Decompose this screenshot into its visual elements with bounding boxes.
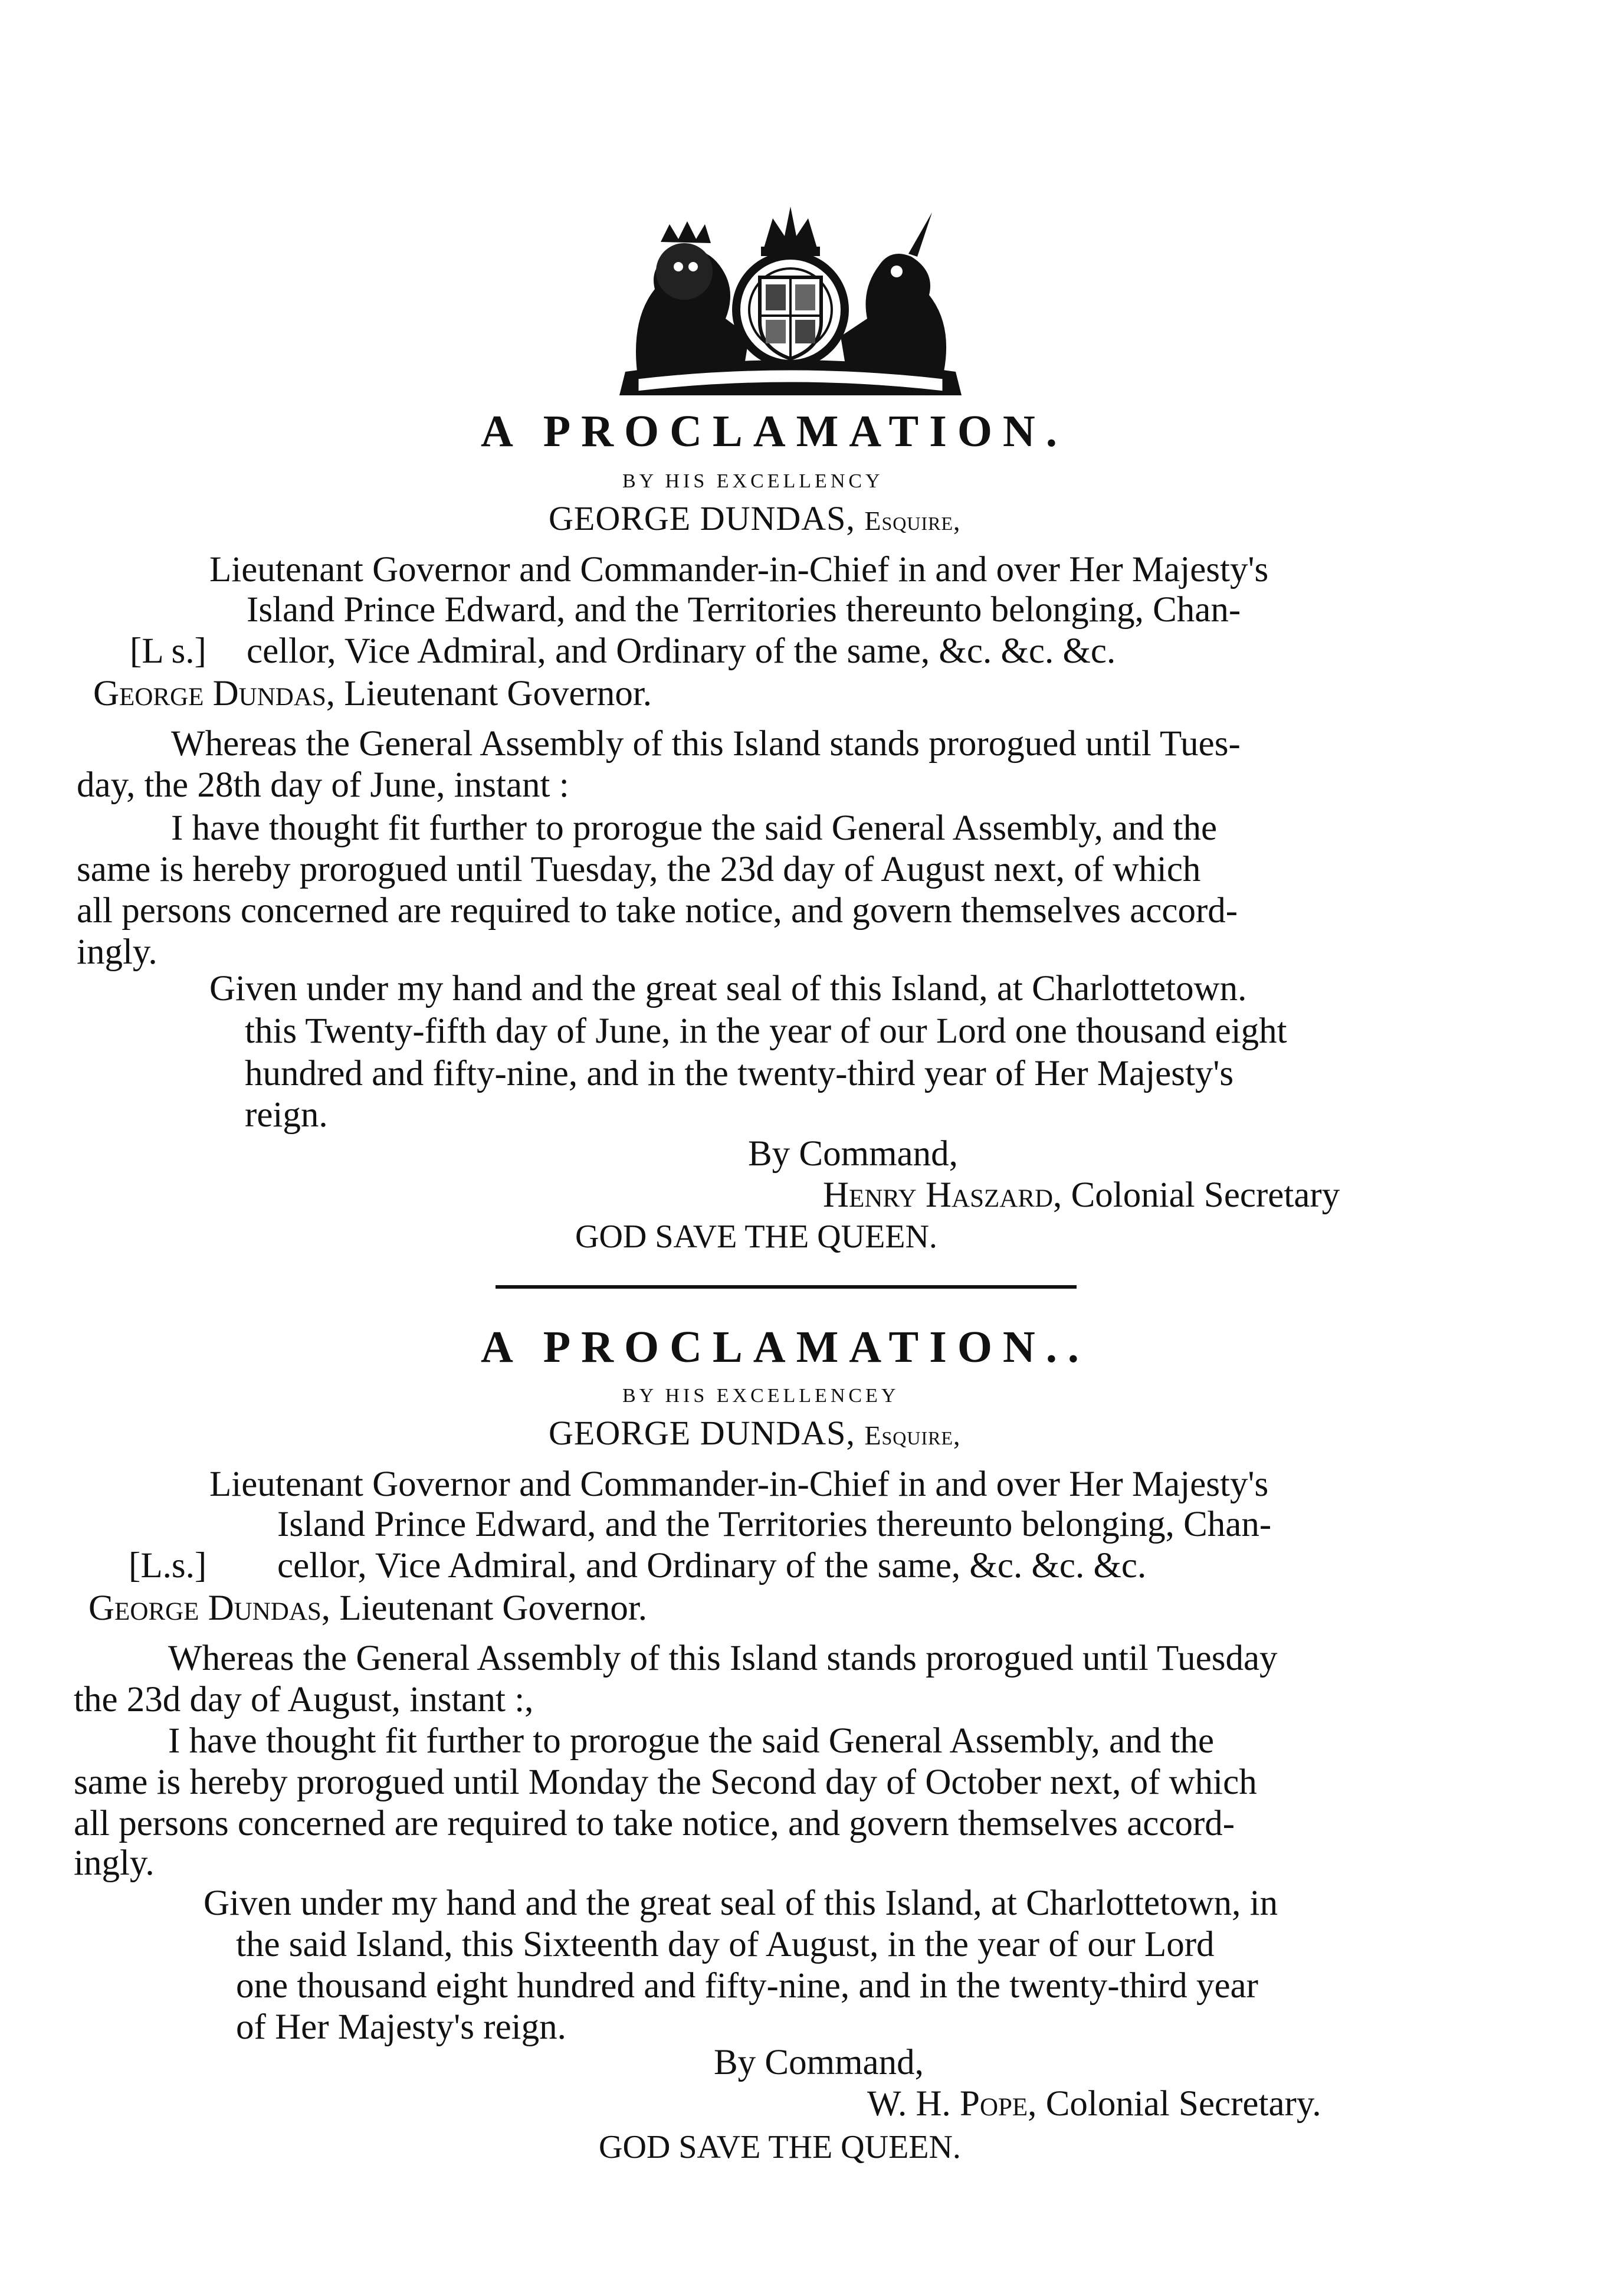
proclamation-2-byline: BY HIS EXCELLENCEY: [622, 1385, 900, 1407]
crest-icon: [613, 201, 967, 401]
proclamation-2-body-line-2: same is hereby prorogued until Monday the Second day of October next, of which: [74, 1762, 1257, 1802]
proclamation-1-body-line-3: all persons concerned are required to take notice, and govern themselves accord-: [77, 891, 1238, 931]
secretary-title: Colonial Secretary: [1071, 1175, 1340, 1215]
proclamation-2-titles-line-3: cellor, Vice Admiral, and Ordinary of the same, &c. &c. &c.: [277, 1546, 1147, 1585]
proclamation-2-given-line-2: the said Island, this Sixteenth day of August, in the year of our Lord: [236, 1925, 1215, 1964]
proclamation-1-body-line-1: I have thought fit further to prorogue the said General Assembly, and the: [171, 808, 1218, 848]
proclamation-1-given-line-3: hundred and fifty-nine, and in the twenty-third year of Her Majesty's: [245, 1054, 1234, 1093]
signature-name: George Dundas,: [93, 674, 336, 713]
signature-name: George Dundas,: [88, 1588, 331, 1628]
proclamation-2-whereas-line-1: Whereas the General Assembly of this Island stands prorogued until Tuesday: [168, 1639, 1278, 1678]
governor-name-suffix: Esquire,: [864, 506, 961, 536]
proclamation-2-whereas-line-2: the 23d day of August, instant :,: [74, 1680, 534, 1719]
proclamation-1-titles-line-2: Island Prince Edward, and the Territories thereunto belonging, Chan-: [247, 590, 1241, 630]
proclamation-2-titles-line-1: Lieutenant Governor and Commander-in-Chief in and over Her Majesty's: [209, 1465, 1269, 1504]
proclamation-2-body-line-3: all persons concerned are required to take notice, and govern themselves accord-: [74, 1804, 1235, 1843]
proclamation-1-governor-name: [549, 499, 961, 538]
proclamation-1-secretary: [823, 1174, 1340, 1217]
proclamation-1-given-line-4: reign.: [245, 1095, 328, 1135]
secretary-title: Colonial Secretary.: [1045, 2084, 1321, 2124]
proclamation-2-governor-name: [549, 1413, 961, 1453]
section-divider: [496, 1285, 1077, 1289]
proclamation-2-body-line-1: I have thought fit further to prorogue the said General Assembly, and the: [168, 1721, 1215, 1761]
proclamation-1-titles-line-3: cellor, Vice Admiral, and Ordinary of the same, &c. &c. &c.: [247, 631, 1116, 671]
proclamation-1-byline: BY HIS EXCELLENCY: [622, 470, 884, 492]
royal-coat-of-arms: [613, 201, 967, 401]
secretary-name: Henry Haszard,: [823, 1175, 1062, 1215]
proclamation-2-given-line-3: one thousand eight hundred and fifty-nine, and in the twenty-third year: [236, 1966, 1258, 2006]
proclamation-1-by-command: By Command,: [748, 1134, 958, 1174]
signature-title: Lieutenant Governor.: [344, 674, 652, 713]
proclamation-2-closing: GOD SAVE THE QUEEN.: [599, 2129, 961, 2165]
proclamation-1-closing: GOD SAVE THE QUEEN.: [575, 1218, 937, 1255]
proclamation-2-body-line-4: ingly.: [74, 1843, 155, 1883]
proclamation-1-signature: [93, 673, 652, 715]
proclamation-1-titles-line-1: Lieutenant Governor and Commander-in-Chief in and over Her Majesty's: [209, 550, 1269, 589]
proclamation-2-given-line-4: of Her Majesty's reign.: [236, 2007, 566, 2047]
proclamation-2-by-command: By Command,: [714, 2043, 924, 2082]
proclamation-2-titles-line-2: Island Prince Edward, and the Territories thereunto belonging, Chan-: [277, 1505, 1272, 1544]
proclamation-1-title: A PROCLAMATION.: [481, 407, 1068, 456]
proclamation-2-title: A PROCLAMATION..: [481, 1322, 1090, 1372]
governor-name: GEORGE DUNDAS,: [549, 1414, 855, 1452]
proclamation-1-seal: [L s.]: [130, 631, 206, 671]
proclamation-1-whereas-line-2: day, the 28th day of June, instant :: [77, 765, 569, 805]
signature-title: Lieutenant Governor.: [339, 1588, 648, 1628]
governor-name-suffix: Esquire,: [864, 1420, 961, 1450]
proclamation-2-secretary: [867, 2083, 1321, 2125]
proclamation-1-given-line-2: this Twenty-fifth day of June, in the year of our Lord one thousand eight: [245, 1011, 1287, 1051]
proclamation-2-seal: [L.s.]: [129, 1546, 207, 1585]
proclamation-2-given-line-1: Given under my hand and the great seal of this Island, at Charlottetown, in: [204, 1883, 1278, 1923]
proclamation-2-signature: [88, 1587, 647, 1630]
proclamation-1-body-line-2: same is hereby prorogued until Tuesday, the 23d day of August next, of which: [77, 850, 1201, 889]
proclamation-1-body-line-4: ingly.: [77, 932, 158, 972]
proclamation-1-whereas-line-1: Whereas the General Assembly of this Island stands prorogued until Tues-: [171, 724, 1241, 764]
governor-name: GEORGE DUNDAS,: [549, 499, 855, 538]
secretary-name: W. H. Pope,: [867, 2084, 1037, 2124]
proclamation-1-given-line-1: Given under my hand and the great seal of this Island, at Charlottetown.: [209, 969, 1247, 1008]
